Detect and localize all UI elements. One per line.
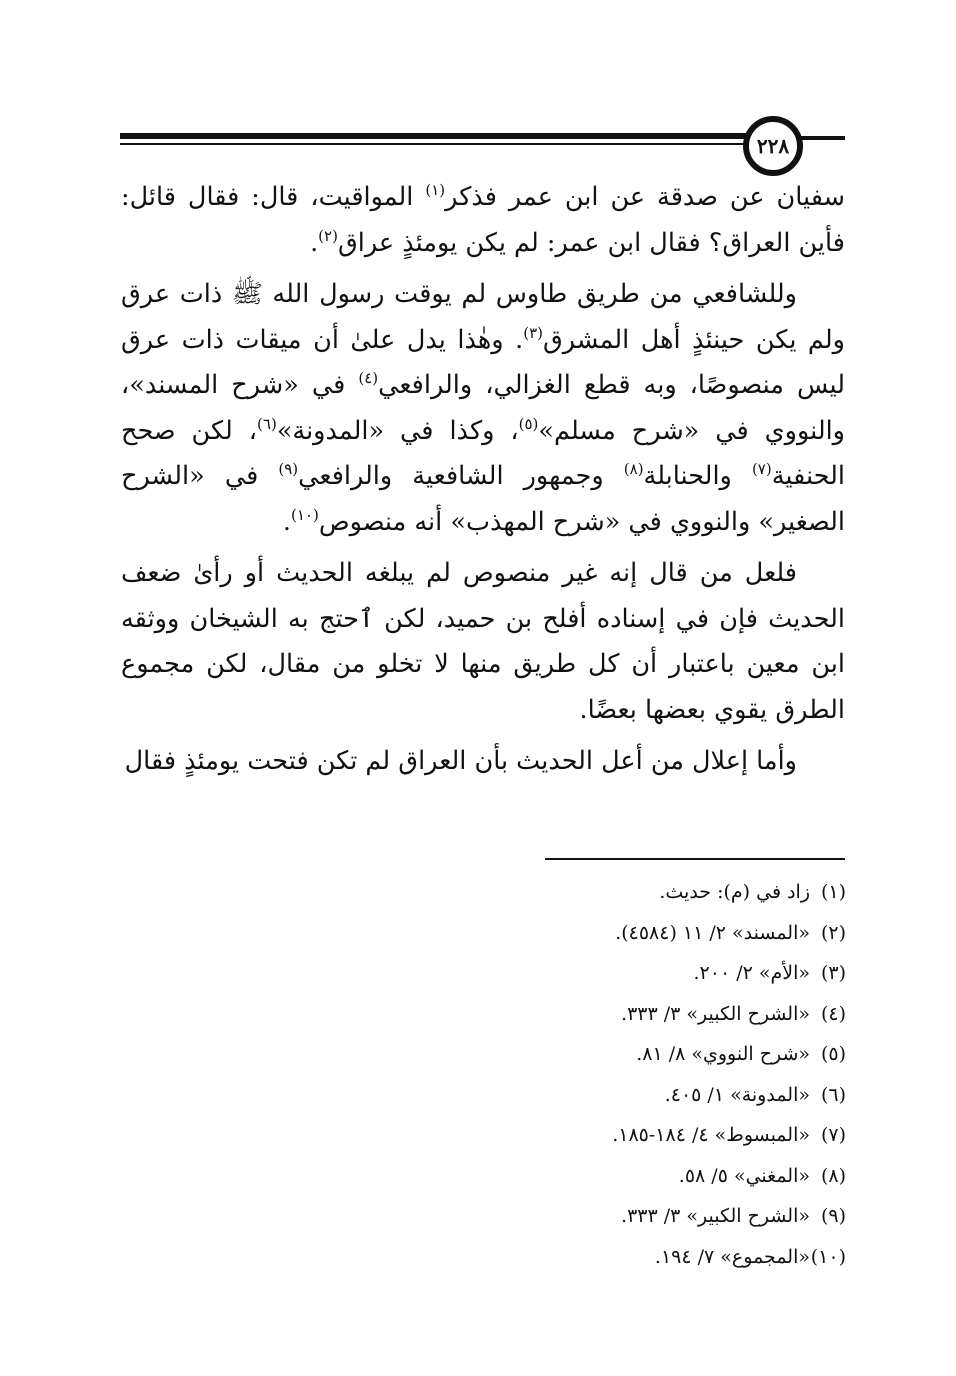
header-rule-thick [120,133,760,139]
footnote-marker: (٨) [623,460,644,478]
footnote-text: «الشرح الكبير» ٣/ ٣٣٣. [621,1205,810,1227]
footnote-number: (١) [820,881,846,903]
footnote-item [420,872,846,913]
footnote-item [420,1237,846,1278]
footnote-marker: (١٠) [290,505,319,524]
paragraph-text: المواقيت، قال: فقال قائل: فأين العراق؟ فقال ابن عمر: لم يكن يومئذٍ عراق [121,182,845,258]
footnote-item [420,913,846,954]
main-text [121,175,845,791]
footnote-marker: (٥) [518,414,539,433]
footnote-marker: (٩) [278,460,299,478]
footnotes-list [420,872,846,1277]
paragraph-text: فلعل من قال إنه غير منصوص لم يبلغه الحديث أو رأىٰ ضعف الحديث فإن في إسناده أفلح بن حميد، لكن ٱحتج به الشيخان ووثقه ابن معين باعتبار أن كل طريق منها لا تخلو من مقال، لكن مجموع الطرق يقوي بعضها بعضًا. [121,558,845,725]
footnote-text: «شرح النووي» ٨/ ٨١. [636,1043,810,1065]
footnote-number: (٥) [820,1043,846,1065]
footnote-marker: (٣) [523,323,543,342]
footnote-marker: (٧) [751,460,772,478]
footnote-number: (٨) [820,1164,846,1187]
footnote-number: (٧) [820,1124,846,1146]
footnote-text: «الأم» ٢/ ٢٠٠. [693,962,810,984]
paragraph-text: وجمهور الشافعية والرافعي [298,461,624,491]
paragraph-text: . [282,506,291,537]
paragraph-text: وللشافعي من طريق طاوس لم يوقت رسول الله ﷺ ذات عرق ولم يكن حينئذٍ أهل المشرق [121,279,845,355]
paragraph-text: والحنابلة [643,461,752,491]
footnote-text: «الشرح الكبير» ٣/ ٣٣٣. [621,1002,810,1025]
header-rule-thin [120,143,760,145]
footnote-separator [545,858,845,860]
footnote-item [420,1115,846,1156]
paragraph-text: ، وكذا في «المدونة» [276,415,519,446]
footnote-text: «المدونة» ١/ ٤٠٥. [664,1083,810,1106]
paragraph-text: ، لكن صحح الحنفية [121,415,845,491]
paragraph-text: في «الشرح الصغير» والنووي في «شرح المهذب» أنه منصوص [121,461,845,537]
footnote-marker: (١) [425,181,446,199]
footnote-number: (٩) [820,1205,846,1227]
footnote-text: «المبسوط» ٤/ ١٨٤-١٨٥. [612,1124,810,1146]
footnote-item [420,994,846,1035]
footnote-marker: (٤) [358,369,379,387]
paragraph [121,739,845,785]
footnote-text: زاد في (م): حديث. [659,881,810,903]
footnote-number: (٦) [820,1083,846,1106]
paragraph [121,175,845,266]
page-number: ٢٢٨ [743,116,803,176]
footnote-marker: (٢) [318,226,338,245]
paragraph-text: . وهٰذا يدل علىٰ أن ميقات ذات عرق ليس منصوصًا، وبه قطع الغزالي، والرافعي [121,324,845,400]
footnote-item [420,1196,846,1237]
footnote-marker: (٦) [257,414,277,433]
paragraph [121,551,845,733]
footnote-item [420,1075,846,1116]
header-rule-right [796,136,845,140]
footnote-number: (١٠) [810,1245,846,1268]
footnote-number: (٤) [820,1002,846,1025]
footnote-text: «المسند» ٢/ ١١ (٤٥٨٤). [615,921,810,944]
paragraph-text: . [310,227,319,258]
footnote-item [420,953,846,994]
footnote-item [420,1034,846,1075]
paragraph-text: وأما إعلال من أعل الحديث بأن العراق لم تكن فتحت يومئذٍ فقال [124,746,797,776]
footnote-number: (٢) [820,921,846,944]
footnote-item [420,1156,846,1197]
footnote-text: «المجموع» ٧/ ١٩٤. [654,1245,810,1268]
paragraph-text: في «شرح المسند»، والنووي في «شرح مسلم» [121,370,845,446]
paragraph [121,272,845,545]
footnote-text: «المغني» ٥/ ٥٨. [678,1164,810,1187]
paragraph-text: سفيان عن صدقة عن ابن عمر فذكر [445,182,845,212]
footnote-number: (٣) [820,962,846,984]
